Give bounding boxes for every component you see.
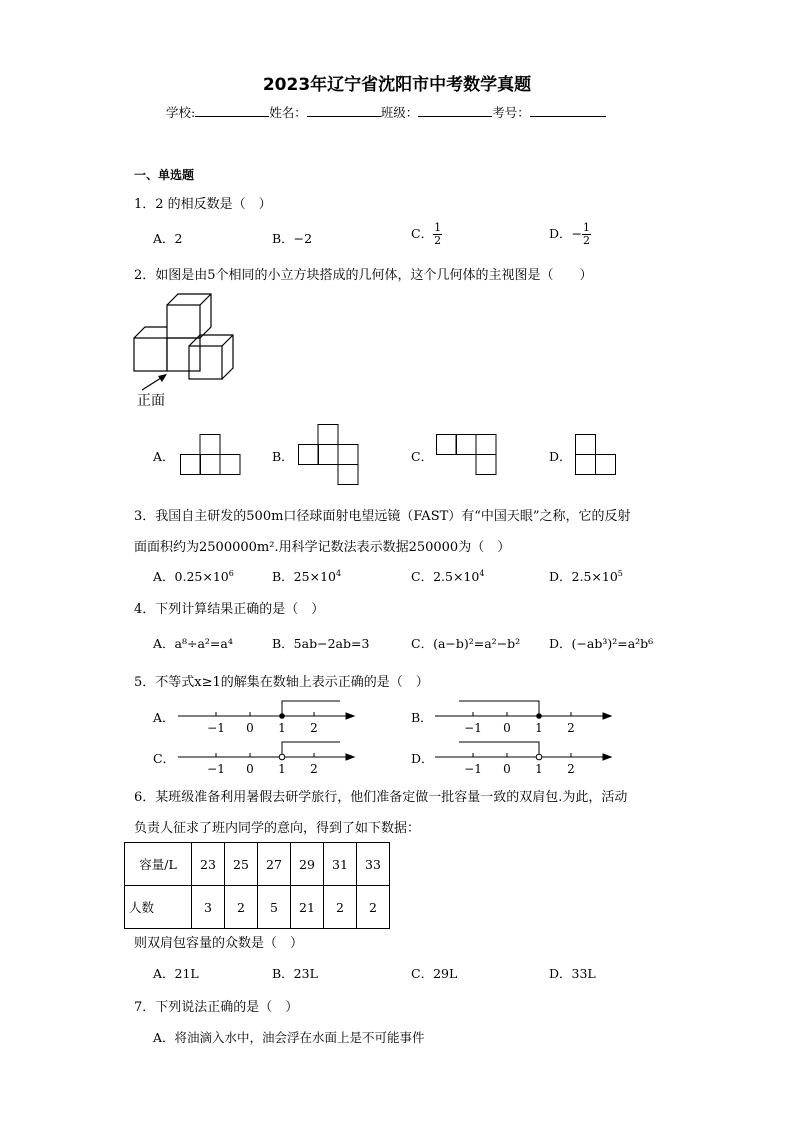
q1-option-c[interactable] (411, 222, 442, 247)
q2-option-b-figure (298, 424, 360, 486)
q2-stem: 2．如图是由5个相同的小立方块搭成的几何体，这个几何体的主视图是（ ） (134, 268, 593, 283)
q7-option-a[interactable]: A．将油滴入水中，油会浮在水面上是不可能事件 (153, 1030, 425, 1045)
q5-option-d-numberline (435, 737, 615, 777)
q3-stem-line2: 面面积约为2500000m².用科学记数法表示数据250000为（ ） (134, 540, 511, 555)
q5-a-tick-neg1: −1 (207, 721, 225, 735)
q3-option-c[interactable] (411, 567, 484, 585)
q4-option-a[interactable]: A．a⁸÷a²=a⁴ (153, 636, 233, 651)
front-arrow-head (158, 374, 167, 382)
table-cell: 25 (225, 843, 258, 886)
q5-a-ray (282, 701, 340, 716)
q5-d-ray (459, 742, 539, 754)
q3-a-base: A．0.25×10 (153, 569, 229, 584)
exam-no-label: 考号： (492, 105, 530, 120)
q3-a-exponent: 6 (228, 568, 234, 578)
q3-d-base: D．2.5×10 (549, 569, 618, 584)
q3-c-base: C．2.5×10 (411, 569, 480, 584)
q5-c-tick-neg1: −1 (207, 762, 225, 776)
cube-left-front (134, 338, 167, 371)
school-label: 学校: (166, 105, 196, 120)
q6-option-b[interactable]: B．23L (272, 966, 318, 981)
q5-c-tick-0: 0 (246, 762, 254, 776)
q5-b-tick-2: 2 (567, 721, 575, 735)
q2-option-a-figure (180, 434, 242, 476)
class-label: 班级： (380, 105, 419, 120)
table-cell: 2 (324, 886, 357, 929)
q3-option-a[interactable] (153, 567, 234, 585)
q2-option-d[interactable]: D． (549, 449, 572, 464)
q5-b-tick-neg1: −1 (464, 721, 482, 735)
q1-option-d-fraction (582, 222, 591, 247)
q6-data-table (124, 842, 390, 929)
q3-b-exponent: 4 (335, 568, 342, 578)
table-cell: 27 (258, 843, 291, 886)
q1-d-numerator: 1 (583, 221, 590, 234)
cube-right-front (189, 346, 222, 379)
table-cell: 3 (192, 886, 225, 929)
q1-c-numerator: 1 (434, 221, 442, 234)
table-cell: 23 (192, 843, 225, 886)
table-header-capacity: 容量/L (125, 843, 192, 886)
student-info-line (166, 103, 606, 121)
q1-d-denominator: 2 (583, 234, 590, 247)
q1-c-denominator: 2 (434, 234, 442, 247)
q5-option-c[interactable]: C． (153, 751, 176, 766)
q3-stem-line1: 3．我国自主研发的500m口径球面射电望远镜（FAST）有“中国天眼”之称，它的反射 (134, 509, 631, 524)
q5-option-a-numberline (178, 696, 358, 736)
q6-stem-line1: 6．某班级准备利用暑假去研学旅行，他们准备定做一批容量一致的双肩包.为此，活动 (134, 790, 628, 805)
name-blank[interactable] (307, 104, 381, 117)
q1-option-c-fraction (433, 222, 442, 247)
q5-d-tick-2: 2 (567, 762, 575, 776)
name-label: 姓名： (269, 105, 307, 120)
q1-stem: 1．2 的相反数是（ ） (134, 197, 272, 212)
q6-option-c[interactable]: C．29L (411, 966, 458, 981)
q2-option-c-figure (436, 434, 498, 476)
table-cell: 2 (225, 886, 258, 929)
table-cell: 21 (291, 886, 324, 929)
cube-middle-front (167, 338, 200, 371)
q3-d-exponent: 5 (617, 568, 623, 578)
table-cell: 5 (258, 886, 291, 929)
cube-top-front (167, 305, 200, 338)
q2-option-c[interactable]: C． (411, 449, 434, 464)
q6-question: 则双肩包容量的众数是（ ） (134, 936, 304, 951)
table-row (125, 843, 390, 886)
q5-d-hollow-point (536, 754, 542, 760)
q3-option-b[interactable] (272, 567, 341, 585)
q5-option-c-numberline (178, 737, 358, 777)
q5-c-tick-1: 1 (278, 762, 286, 776)
q4-option-d[interactable]: D．(−ab³)²=a²b⁶ (549, 636, 654, 651)
page-title: 2023年辽宁省沈阳市中考数学真题 (262, 75, 532, 95)
q5-c-ray (282, 742, 340, 754)
q2-option-b[interactable]: B． (272, 449, 294, 464)
q2-option-a[interactable]: A． (153, 449, 175, 464)
q6-option-d[interactable]: D．33L (549, 966, 596, 981)
q5-a-solid-point (279, 713, 285, 719)
q2-option-d-figure (575, 434, 617, 476)
q5-c-tick-2: 2 (310, 762, 318, 776)
q5-a-tick-2: 2 (310, 721, 318, 735)
table-cell: 33 (357, 843, 390, 886)
exam-no-blank[interactable] (530, 104, 606, 117)
table-row (125, 886, 390, 929)
table-header-count: 人数 (125, 886, 192, 929)
q1-option-d-label: D．− (549, 226, 582, 241)
table-cell: 31 (324, 843, 357, 886)
q1-option-d[interactable] (549, 222, 591, 247)
q5-d-tick-0: 0 (503, 762, 511, 776)
q6-option-a[interactable]: A．21L (153, 966, 199, 981)
q5-option-b[interactable]: B． (411, 710, 433, 725)
q7-stem: 7．下列说法正确的是（ ） (134, 1000, 299, 1015)
q5-b-ray (459, 701, 539, 716)
q5-a-tick-1: 1 (278, 721, 286, 735)
table-cell: 2 (357, 886, 390, 929)
q5-stem: 5．不等式x≥1的解集在数轴上表示正确的是（ ） (134, 675, 429, 690)
q4-option-b[interactable]: B．5ab−2ab=3 (272, 636, 370, 651)
q5-option-a[interactable]: A． (153, 710, 175, 725)
q5-b-tick-0: 0 (503, 721, 511, 735)
class-blank[interactable] (418, 104, 492, 117)
q5-d-tick-neg1: −1 (464, 762, 482, 776)
q5-b-tick-1: 1 (535, 721, 543, 735)
q3-c-exponent: 4 (479, 568, 485, 578)
section-heading: 一、单选题 (134, 168, 195, 182)
cube-left-top (134, 327, 167, 338)
q6-stem-line2: 负责人征求了班内同学的意向，得到了如下数据： (134, 821, 421, 836)
q5-option-d[interactable]: D． (411, 751, 434, 766)
q3-b-base: B．25×10 (272, 569, 336, 584)
q3-option-d[interactable] (549, 567, 623, 585)
q5-c-hollow-point (279, 754, 285, 760)
q5-option-b-numberline (435, 696, 615, 736)
q1-option-a[interactable]: A．2 (153, 231, 183, 246)
school-blank[interactable] (195, 104, 269, 117)
front-label: 正面 (137, 393, 165, 409)
table-cell: 29 (291, 843, 324, 886)
q5-d-tick-1: 1 (535, 762, 543, 776)
q1-option-c-label: C． (411, 226, 434, 241)
q5-b-solid-point (536, 713, 542, 719)
q5-a-tick-0: 0 (246, 721, 254, 735)
q1-option-b[interactable]: B．−2 (272, 231, 313, 246)
q4-option-c[interactable]: C．(a−b)²=a²−b² (411, 636, 521, 651)
q4-stem: 4．下列计算结果正确的是（ ） (134, 602, 325, 617)
